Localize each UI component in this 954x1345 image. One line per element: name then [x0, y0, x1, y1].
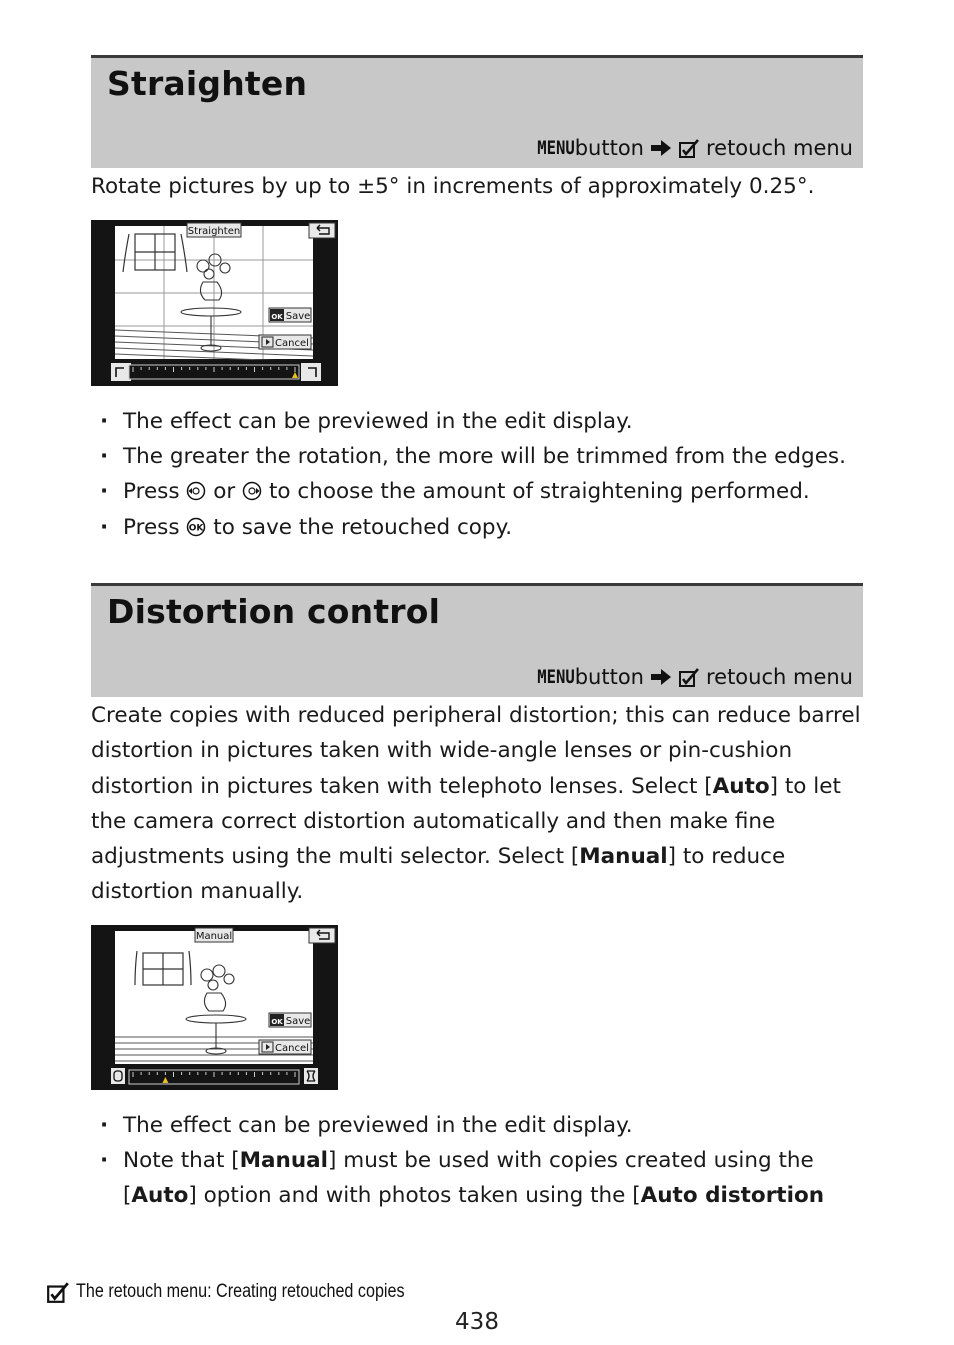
menu-button-label: MENU — [537, 666, 575, 688]
svg-text:OK: OK — [189, 523, 204, 534]
cancel-label: Cancel — [275, 338, 309, 349]
distortion-bullets — [100, 1108, 860, 1214]
multi-selector-left-icon — [186, 481, 206, 501]
save-label: Save — [285, 1016, 311, 1027]
rotate-left-icon — [111, 363, 131, 381]
retouch-menu-icon — [46, 1280, 70, 1304]
distortion-header — [91, 583, 863, 697]
arrow-right-icon — [650, 139, 672, 157]
arrow-right-icon — [650, 668, 672, 686]
list-item: · Press or to choose the amount of straightening performed. — [100, 474, 860, 509]
list-item: · The effect can be previewed in the edit display. — [100, 404, 860, 439]
straighten-header — [91, 55, 863, 168]
path-button-word: button — [574, 136, 644, 160]
distortion-screen — [91, 925, 338, 1090]
list-item: · Note that [Manual] must be used with copies created using the [Auto] option and with photos taken using the [Auto distortion — [100, 1143, 860, 1213]
distortion-screen-label: Manual — [195, 931, 233, 942]
path-menu-name: retouch menu — [705, 665, 853, 689]
footer-link[interactable]: The retouch menu: Creating retouched copies — [76, 1281, 405, 1302]
straighten-screen — [91, 220, 338, 386]
page-number: 438 — [455, 1309, 499, 1335]
footer-breadcrumb[interactable] — [46, 1280, 463, 1304]
straighten-menu-path — [529, 136, 853, 160]
ok-badge: OK — [271, 1018, 283, 1026]
save-label: Save — [285, 311, 311, 322]
path-menu-name: retouch menu — [705, 136, 853, 160]
straighten-intro: Rotate pictures by up to ±5° in increments of approximately 0.25°. — [91, 174, 815, 199]
cancel-label: Cancel — [275, 1043, 309, 1054]
multi-selector-right-icon — [242, 481, 262, 501]
distortion-intro: Create copies with reduced peripheral distortion; this can reduce barrel distortion in pictures taken with wide-angle lenses or pin-cushion distortion in pictures taken with telephoto lenses. Select [Auto] to let the camera correct distortion automatically and then make fine adjustments using the multi selector. Select [Manual] to reduce distortion manually. — [91, 703, 861, 905]
distortion-title: Distortion control — [107, 592, 441, 631]
list-item: · The greater the rotation, the more will be trimmed from the edges. — [100, 439, 860, 474]
straighten-bullets — [100, 404, 860, 545]
retouch-menu-icon — [678, 137, 700, 159]
distortion-menu-path — [529, 665, 853, 689]
ok-button-icon — [186, 517, 206, 537]
straighten-screen-label: Straighten — [187, 226, 241, 237]
straighten-screen-image — [91, 220, 338, 386]
path-button-word: button — [574, 665, 644, 689]
list-item: · Press OK to save the retouched copy. — [100, 510, 860, 545]
ok-badge: OK — [271, 313, 283, 321]
distortion-screen-image — [91, 925, 338, 1090]
retouch-menu-icon — [678, 666, 700, 688]
straighten-title: Straighten — [107, 64, 308, 103]
rotate-right-icon — [301, 363, 321, 381]
list-item: · The effect can be previewed in the edit display. — [100, 1108, 860, 1143]
menu-button-label: MENU — [537, 137, 575, 159]
